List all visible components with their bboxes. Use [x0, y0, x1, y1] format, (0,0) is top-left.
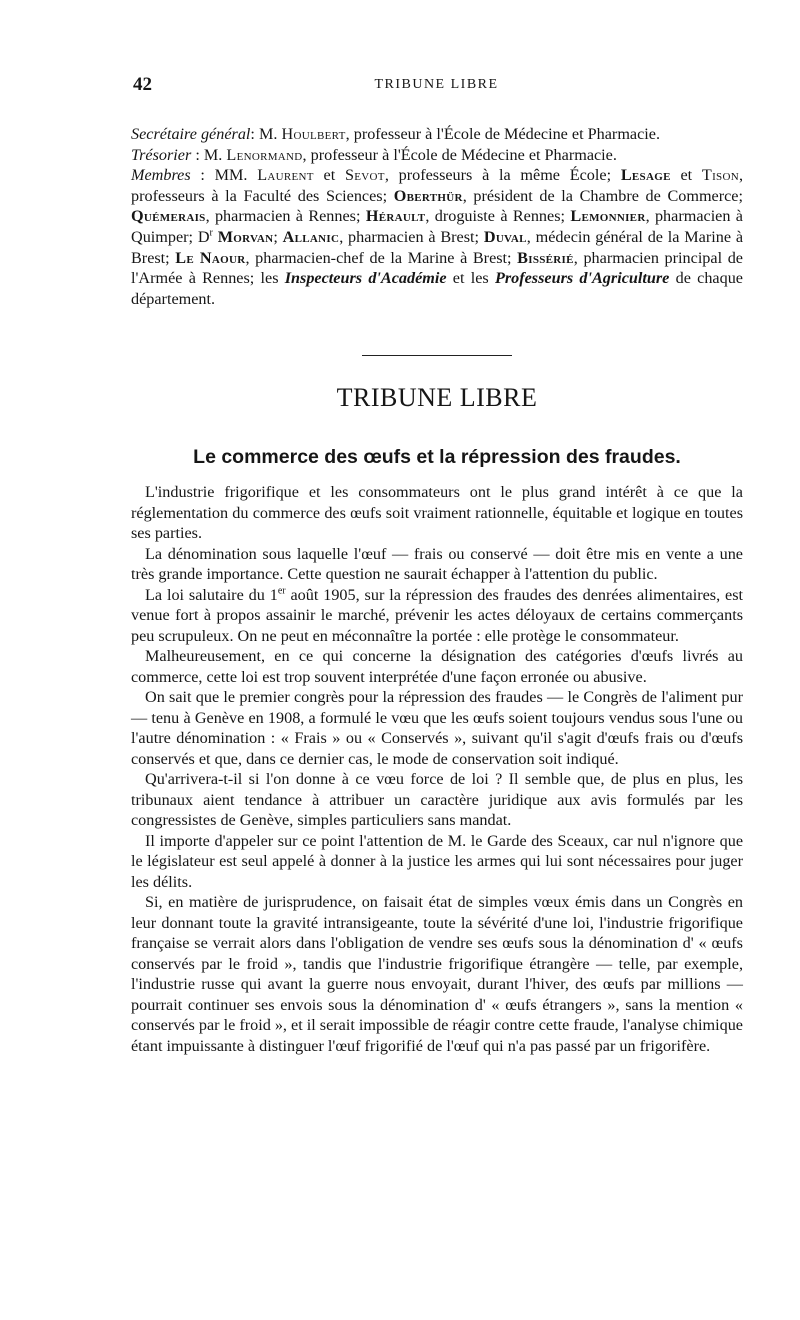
page-number: 42 [133, 74, 152, 95]
members-text: et les [446, 269, 495, 288]
secretary-label: Secrétaire général [131, 125, 251, 143]
committee-list [131, 124, 743, 309]
running-head [133, 74, 740, 98]
members-text: , droguiste à Rennes; [425, 207, 571, 226]
member-name: Duval [483, 227, 527, 246]
members-text: , professeurs à la même École; [384, 166, 621, 185]
paragraph-text: La loi salutaire du 1 [145, 585, 278, 604]
treasurer-label: Trésorier [131, 145, 192, 164]
paragraph: On sait que le premier congrès pour la répression des fraudes — le Congrès de l'aliment pur — tenu à Genève en 1908, a formulé le vœu que les œufs soient toujours vendus sous l'une ou l'autre dénomination : « Frais » ou « Conservés », suivant qu'il s'agit d'œufs frais ou d'œufs conservés et que, dans ce dernier cas, le mode de conservation soit indiqué. [131, 688, 743, 768]
secretary-name: Houlbert [281, 125, 346, 143]
members-label: Membres [131, 166, 191, 185]
members-text: , pharmacien à Rennes; [205, 207, 366, 226]
member-name: Laurent [257, 166, 314, 185]
treasurer-text-b: , professeur à l'École de Médecine et Pharmacie. [302, 145, 617, 164]
members-text: , pharmacien à Brest; [339, 227, 484, 246]
members-text: , professeurs à la Faculté des Sciences; [131, 166, 743, 205]
members-italic-phrase: Inspecteurs d'Académie [284, 269, 447, 288]
paragraph: Malheureusement, en ce qui concerne la désignation des catégories d'œufs livrés au commerce, cette loi est trop souvent interprétée d'une façon erronée ou abusive. [131, 647, 743, 686]
paragraph: La dénomination sous laquelle l'œuf — frais ou conservé — doit être mis en vente a une très grande importance. Cette question ne saurait échapper à l'attention du public. [131, 544, 743, 583]
section-title: TRIBUNE LIBRE [336, 383, 538, 412]
members-text: de chaque département. [131, 269, 743, 308]
treasurer-line [131, 145, 743, 166]
member-name: Oberthür [393, 186, 463, 205]
member-name: Lesage [620, 166, 671, 185]
member-name: Quémerais [131, 207, 206, 226]
paragraph [131, 585, 743, 647]
members-text: et [670, 166, 702, 185]
paragraph: Si, en matière de jurisprudence, on faisait état de simples vœux émis dans un Congrès en leur donnant toute la gravité intransigeante, toute la sévérité d'une loi, l'industrie frigorifique française se verrait alors dans l'obligation de vendre ses œufs sous la dénomination d' « œufs conservés par le froid », tandis que l'industrie frigorifique étrangère — telle, par exemple, l'industrie russe qui avant la guerre nous envoyait, durant l'hiver, des œufs par millions — pourrait continuer ses envois sous la dénomination d' « œufs étrangers », sans la mention « conservés par le froid », et il serait impossible de réagir contre cette fraude, l'analyse chimique étant impuissante à distinguer l'œuf frigorifié de l'œuf qui n'a pas passé par un frigorifère. [131, 893, 743, 1055]
paragraph: L'industrie frigorifique et les consommateurs ont le plus grand intérêt à ce que la réglementation du commerce des œufs soit vraiment rationnelle, équitable et logique en toutes ses parties. [131, 483, 743, 542]
members-superscript: r [209, 227, 213, 239]
treasurer-name: Lenormand [226, 145, 303, 164]
section-divider [362, 355, 512, 356]
member-name: Tison [701, 166, 739, 185]
paragraph-text: août 1905, sur la répression des fraudes des denrées alimentaires, est venue fort à propos assainir le marché, prévenir les actes déloyaux de certains commerçants peu scrupuleux. On ne peut en méconnaître la portée : elle protège le consommateur. [131, 585, 743, 645]
secretary-text-b: , professeur à l'École de Médecine et Pharmacie. [345, 125, 661, 143]
members-text: , président de la Chambre de Commerce; [462, 186, 743, 205]
paragraph: Il importe d'appeler sur ce point l'attention de M. le Garde des Sceaux, car nul n'ignore que le législateur est seul appelé à donner à la justice les armes qui lui sont nécessaires pour juger les délits. [131, 831, 743, 891]
members-text: , pharmacien principal de l'Armée à Rennes; les [131, 248, 743, 288]
secretary-text-a: : M. [250, 125, 282, 143]
member-name: Hérault [365, 207, 426, 226]
member-name: Le Naour [175, 248, 246, 267]
article-body [131, 482, 743, 1056]
members-text: , pharmacien-chef de la Marine à Brest; [245, 248, 518, 267]
ordinal-superscript: er [277, 585, 286, 597]
members-text: ; [273, 227, 283, 246]
members-italic-phrase: Professeurs d'Agriculture [494, 269, 670, 288]
treasurer-text-a: : M. [191, 145, 227, 164]
member-name: Allanic [282, 227, 340, 246]
member-name: Lemonnier [570, 207, 646, 226]
members-text: , pharmacien à Quimper; D [131, 207, 743, 246]
members-text: et [313, 166, 345, 185]
members-text: : MM. [190, 166, 258, 185]
paragraph: Qu'arrivera-t-il si l'on donne à ce vœu force de loi ? Il semble que, de plus en plus, les tribunaux aient tendance à attribuer un caractère juridique aux avis formulés par les congressistes de Genève, simples particuliers sans mandat. [131, 770, 743, 829]
running-title: TRIBUNE LIBRE [374, 77, 499, 92]
member-name: Sevot [344, 166, 385, 185]
members-text: , médecin général de la Marine à Brest; [131, 227, 744, 267]
member-name: Bissérié [517, 248, 574, 267]
member-name: Morvan [217, 227, 274, 246]
article-title: Le commerce des œufs et la répression des fraudes. [193, 446, 681, 468]
secretary-line [131, 124, 743, 145]
members-paragraph [131, 165, 743, 309]
